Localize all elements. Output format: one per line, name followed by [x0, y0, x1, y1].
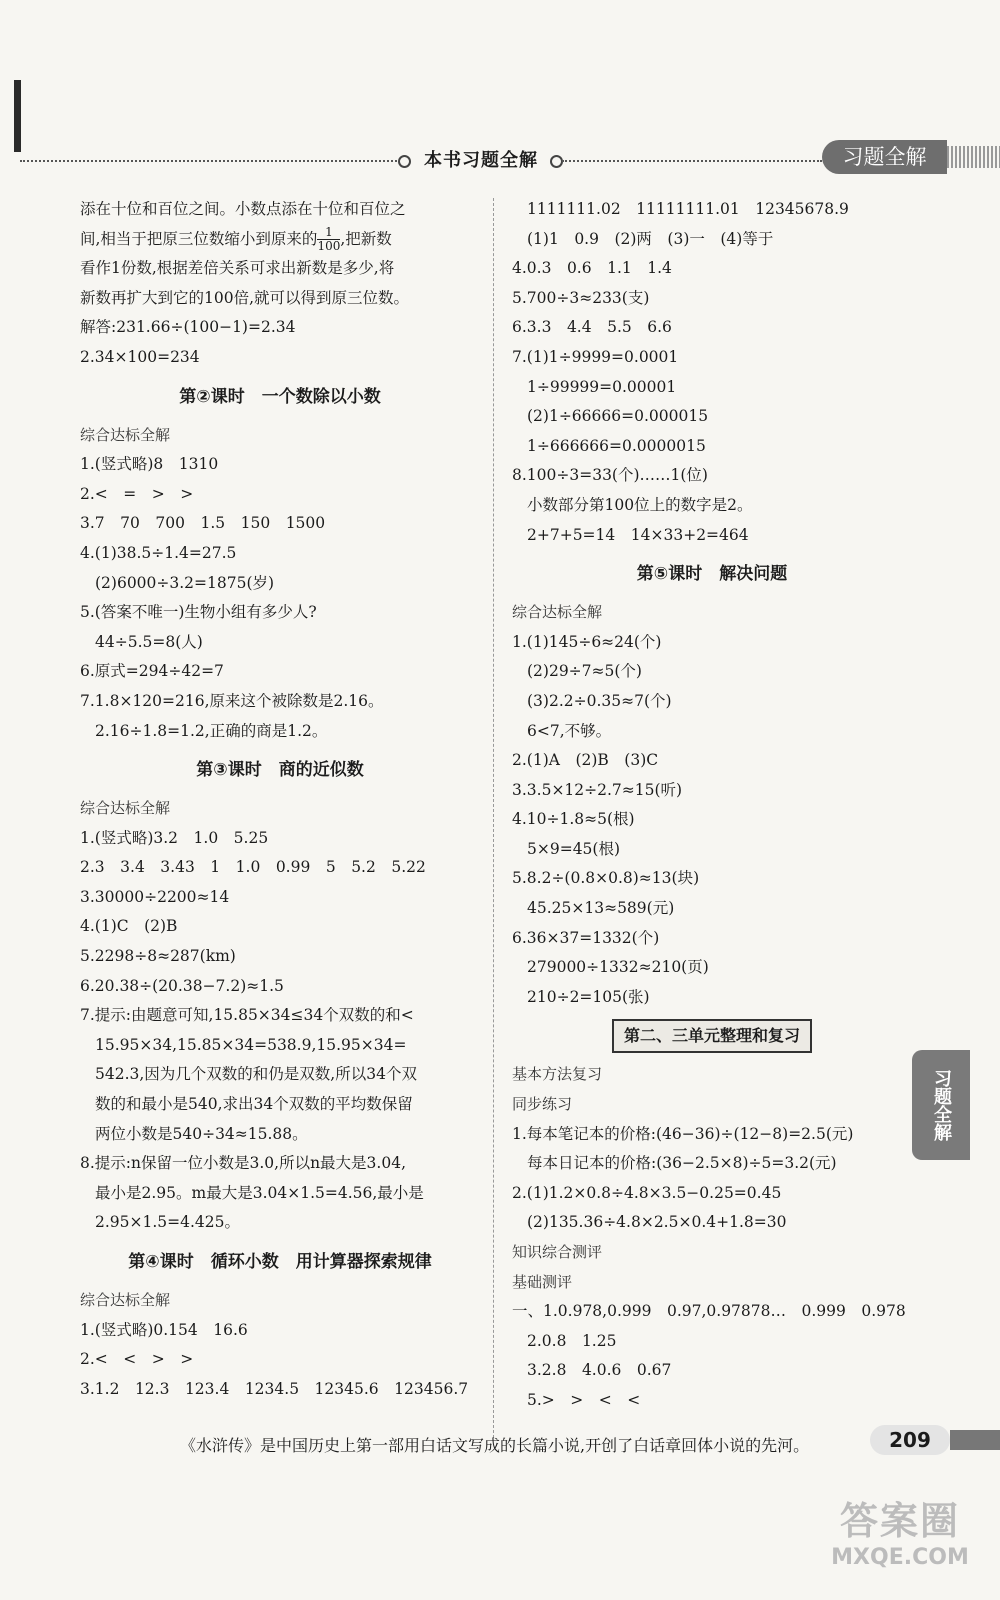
answer-line [80, 225, 480, 255]
answer-line: 6.20.38÷(20.38−7.2)≈1.5 [80, 976, 284, 995]
section-label: 综合达标全解 [80, 1291, 171, 1309]
section-label: 基础测评 [512, 1272, 573, 1291]
answer-line: 1÷666666=0.0000015 [527, 436, 706, 455]
answer-line: 6<7,不够。 [527, 721, 612, 740]
answer-line: 4.10÷1.8≈5(根) [512, 810, 635, 829]
answer-line: 添在十位和百位之间。小数点添在十位和百位之 [80, 200, 406, 218]
answer-line: 2.95×1.5=4.425。 [95, 1213, 241, 1232]
answer-line: 2.(1)A (2)B (3)C [512, 751, 659, 770]
answer-line: 5.2298÷8≈287(km) [80, 947, 236, 966]
answer-line: 每本日记本的价格:(36−2.5×8)÷5=3.2(元) [527, 1154, 837, 1173]
answer-line: 44÷5.5=8(人) [95, 632, 203, 651]
answer-line: 2.34×100=234 [80, 347, 200, 366]
binding-bar [14, 80, 21, 152]
answer-line: 2.16÷1.8=1.2,正确的商是1.2。 [95, 721, 328, 740]
header-tab: 习题全解 [822, 140, 947, 174]
text-segment: 间,相当于把原三位数缩小到原来的 [80, 229, 318, 248]
fraction-denominator: 100 [317, 239, 341, 254]
header-stripes [947, 146, 1000, 168]
answer-line: 7.1.8×120=216,原来这个被除数是2.16。 [80, 691, 384, 710]
answer-line: 6.3.3 4.4 5.5 6.6 [512, 318, 672, 337]
side-tab: 习题全解 [912, 1050, 970, 1160]
answer-line: 两位小数是540÷34≈15.88。 [95, 1124, 308, 1143]
answer-line: 1.(1)145÷6≈24(个) [512, 632, 662, 651]
answer-line: 一、1.0.978,0.999 0.97,0.97878… 0.999 0.978 [512, 1302, 906, 1321]
answer-line: 2+7+5=14 14×33+2=464 [527, 525, 749, 544]
header-rule-left [20, 160, 405, 162]
answer-line: 4.(1)38.5÷1.4=27.5 [80, 543, 237, 562]
answer-line: 数的和最小是540,求出34个双数的平均数保留 [95, 1095, 413, 1114]
answer-line: 2.0.8 1.25 [527, 1331, 617, 1350]
watermark-logo: 答案圈 [839, 1499, 960, 1543]
answer-line: 3.2.8 4.0.6 0.67 [527, 1361, 672, 1380]
section-label: 知识综合测评 [512, 1243, 603, 1261]
answer-line: 8.100÷3=33(个)……1(位) [512, 466, 708, 485]
answer-line: 2.3 3.4 3.43 1 1.0 0.99 5 5.2 5.22 [80, 858, 426, 877]
lesson-heading: 第②课时 一个数除以小数 [179, 386, 381, 407]
page-number: 209 [870, 1425, 950, 1455]
answer-line: 7.(1)1÷9999=0.0001 [512, 347, 679, 366]
answer-line: 1111111.02 11111111.01 12345678.9 [527, 200, 849, 218]
watermark [810, 1490, 990, 1590]
answer-line: 最小是2.95。m最大是3.04×1.5=4.56,最小是 [95, 1183, 424, 1202]
answer-line: 1.(竖式略)3.2 1.0 5.25 [80, 828, 269, 847]
answer-line: 1.(竖式略)0.154 16.6 [80, 1320, 248, 1339]
answer-line: (1)1 0.9 (2)两 (3)一 (4)等于 [527, 229, 774, 248]
text-segment: ,把新数 [340, 229, 392, 248]
answer-line: (2)135.36÷4.8×2.5×0.4+1.8=30 [527, 1213, 787, 1232]
answer-line: 210÷2=105(张) [527, 987, 650, 1006]
header-title: 本书习题全解 [424, 150, 538, 171]
section-label: 同步练习 [512, 1095, 573, 1114]
answer-line: 2.(1)1.2×0.8÷4.8×3.5−0.25=0.45 [512, 1183, 782, 1202]
section-label: 基本方法复习 [512, 1065, 603, 1084]
answer-line: 4.0.3 0.6 1.1 1.4 [512, 259, 672, 278]
section-label: 综合达标全解 [512, 603, 603, 622]
lesson-heading: 第⑤课时 解决问题 [636, 564, 788, 585]
section-label: 综合达标全解 [80, 799, 171, 818]
answer-line: 解答:231.66÷(100−1)=2.34 [80, 318, 296, 337]
answer-line: (2)6000÷3.2=1875(岁) [95, 573, 275, 592]
answer-line: 1.(竖式略)8 1310 [80, 455, 219, 474]
answer-line: 2.< = > > [80, 484, 194, 503]
lesson-heading: 第③课时 商的近似数 [196, 760, 364, 781]
lesson-heading: 第④课时 循环小数 用计算器探索规律 [128, 1252, 432, 1272]
section-label: 综合达标全解 [80, 425, 171, 444]
answer-line: 45.25×13≈589(元) [527, 899, 675, 918]
answer-line: 看作1份数,根据差倍关系可求出新数是多少,将 [80, 259, 395, 278]
answer-line: 7.提示:由题意可知,15.85×34≤34个双数的和< [80, 1006, 414, 1025]
header-dot-left [398, 155, 411, 168]
answer-line: 1.每本笔记本的价格:(46−36)÷(12−8)=2.5(元) [512, 1124, 854, 1143]
page-number-stripes [950, 1430, 1000, 1450]
answer-line: 5.8.2÷(0.8×0.8)≈13(块) [512, 869, 700, 888]
answer-line: 279000÷1332≈210(页) [527, 958, 709, 977]
watermark-url: MXQE.COM [831, 1545, 969, 1570]
answer-line: 小数部分第100位上的数字是2。 [527, 495, 753, 514]
answer-line: (2)1÷66666=0.000015 [527, 407, 709, 426]
answer-line: 3.3.5×12÷2.7≈15(听) [512, 780, 683, 799]
answer-line: 4.(1)C (2)B [80, 917, 178, 936]
answer-line: 6.36×37=1332(个) [512, 928, 660, 947]
answer-line: 5.> > < < [527, 1390, 641, 1409]
answer-line: 542.3,因为几个双数的和仍是双数,所以34个双 [95, 1065, 417, 1084]
answer-line: 5×9=45(根) [527, 839, 621, 858]
answer-line: 5.700÷3≈233(支) [512, 288, 650, 307]
answer-line: 3.30000÷2200≈14 [80, 887, 230, 906]
right-column [512, 195, 912, 1416]
answer-line: 8.提示:n保留一位小数是3.0,所以n最大是3.04, [80, 1154, 406, 1173]
answer-line: 2.< < > > [80, 1350, 194, 1369]
column-divider [493, 198, 494, 1438]
unit-heading-box: 第二、三单元整理和复习 [612, 1019, 812, 1053]
fraction-numerator: 1 [317, 226, 340, 240]
answer-line: 5.(答案不唯一)生物小组有多少人? [80, 603, 317, 622]
answer-line: 新数再扩大到它的100倍,就可以得到原三位数。 [80, 288, 410, 307]
answer-line: (3)2.2÷0.35≈7(个) [527, 691, 672, 710]
header-rule-right [562, 160, 822, 162]
answer-line: 6.原式=294÷42=7 [80, 662, 224, 681]
footer-quote: 《水浒传》是中国历史上第一部用白话文写成的长篇小说,开创了白话章回体小说的先河。 [180, 1436, 810, 1455]
answer-line: 1÷99999=0.00001 [527, 377, 677, 396]
answer-line: 15.95×34,15.85×34=538.9,15.95×34= [95, 1035, 407, 1054]
unit-heading [512, 1012, 912, 1060]
left-column [80, 195, 480, 1404]
fraction [317, 226, 340, 253]
answer-line: (2)29÷7≈5(个) [527, 662, 642, 681]
answer-line: 3.7 70 700 1.5 150 1500 [80, 514, 326, 533]
answer-line: 3.1.2 12.3 123.4 1234.5 12345.6 123456.7 [80, 1379, 469, 1398]
